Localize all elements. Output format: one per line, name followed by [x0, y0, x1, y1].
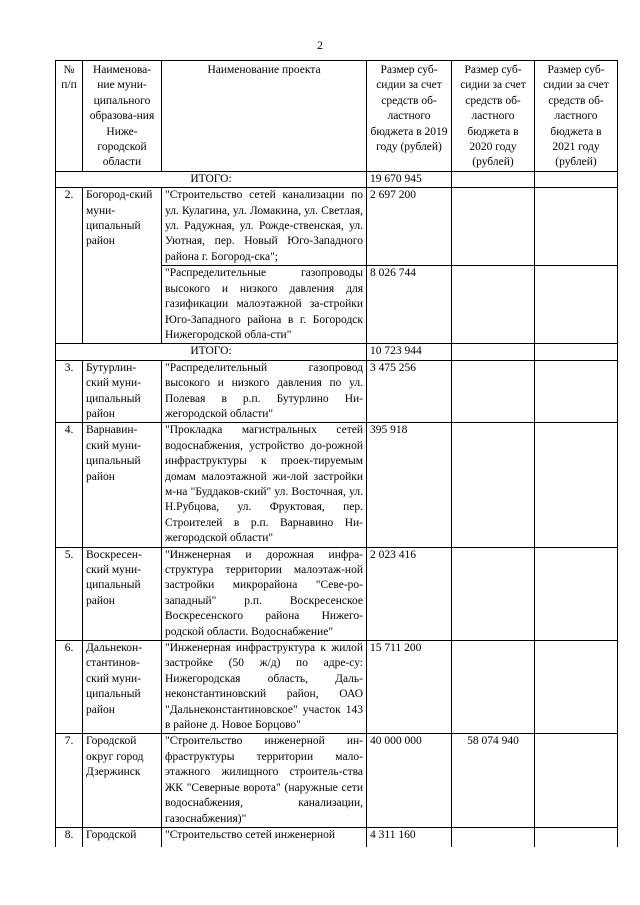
row-project: "Строительство инженерной ин-фраструктуры территории мало-этажного жилищного строитель-ства ЖК "Северные ворота" (наружные сети водоснабжения, канализации, газоснабжения)" — [162, 734, 367, 827]
row-project: "Строительство сетей инженерной — [162, 827, 367, 847]
row-subsidy-2020 — [452, 360, 535, 423]
header-project: Наименование проекта — [162, 61, 367, 172]
total-2019: 19 670 945 — [367, 171, 452, 187]
row-subsidy-2019: 4 311 160 — [367, 827, 452, 847]
row-project: "Инженерная и дорожная инфра-структура территории малоэтаж-ной застройки микрорайона "Севе-ро-западный" р.п. Воскресенское Воскресенского района Нижего-родской области. Водоснабжение" — [162, 547, 367, 640]
row-subsidy-2020 — [452, 827, 535, 847]
row-municipality: Богород-ский муни-ципальный район — [83, 188, 162, 344]
table-row — [56, 641, 618, 734]
total-2021 — [535, 344, 618, 360]
row-num: 8. — [56, 827, 83, 847]
row-municipality: Городской — [83, 827, 162, 847]
row-subsidy-2019: 40 000 000 — [367, 734, 452, 827]
row-project: "Строительство сетей канализации по ул. Кулагина, ул. Ломакина, ул. Светлая, ул. Радужная, ул. Рожде-ственская, ул. Уютная, пер. Новый Юго-Западного района г. Богород-ска"; — [162, 188, 367, 266]
total-2021 — [535, 171, 618, 187]
row-subsidy-2020 — [452, 641, 535, 734]
header-subsidy-2021: Размер суб-сидии за счет средств об-ластного бюджета в 2021 году (рублей) — [535, 61, 618, 172]
row-num: 7. — [56, 734, 83, 827]
row-project: "Инженерная инфраструктура к жилой застройке (50 ж/д) по адре-су: Нижегородская область, Даль-неконстантиновский район, ОАО "Дальнеконстантиновское" участок 143 в районе д. Новое Борцово" — [162, 641, 367, 734]
row-num: 5. — [56, 547, 83, 640]
row-num: 3. — [56, 360, 83, 423]
row-num: 6. — [56, 641, 83, 734]
subsidy-table — [55, 60, 618, 847]
row-subsidy-2019: 8 026 744 — [367, 266, 452, 344]
row-num: 4. — [56, 423, 83, 547]
row-project: "Распределительные газопроводы высокого и низкого давления для газификации малоэтажной за-стройки Юго-Западного района в г. Богородск Нижегородской обла-сти" — [162, 266, 367, 344]
row-subsidy-2021 — [535, 641, 618, 734]
row-subsidy-2019: 2 023 416 — [367, 547, 452, 640]
row-subsidy-2021 — [535, 423, 618, 547]
row-subsidy-2021 — [535, 827, 618, 847]
row-subsidy-2019: 2 697 200 — [367, 188, 452, 266]
row-municipality: Бутурлин-ский муни-ципальный район — [83, 360, 162, 423]
row-municipality: Варнавин-ский муни-ципальный район — [83, 423, 162, 547]
row-subsidy-2020: 58 074 940 — [452, 734, 535, 827]
row-subsidy-2021 — [535, 188, 618, 266]
page-number: 2 — [317, 38, 323, 52]
table-header-row — [56, 61, 618, 172]
header-num: № п/п — [56, 61, 83, 172]
table-row — [56, 423, 618, 547]
header-municipality: Наименова-ние муни-ципального образова-ния Ниже-городской области — [83, 61, 162, 172]
row-municipality: Дальнекон-стантинов-ский муни-ципальный район — [83, 641, 162, 734]
header-subsidy-2020: Размер суб-сидии за счет средств об-ластного бюджета в 2020 году (рублей) — [452, 61, 535, 172]
total-2020 — [452, 171, 535, 187]
table-row — [56, 734, 618, 827]
row-num: 2. — [56, 188, 83, 344]
row-subsidy-2021 — [535, 547, 618, 640]
row-subsidy-2019: 15 711 200 — [367, 641, 452, 734]
table-row — [56, 547, 618, 640]
row-subsidy-2021 — [535, 266, 618, 344]
table-row — [56, 827, 618, 847]
header-subsidy-2019: Размер суб-сидии за счет средств об-ластного бюджета в 2019 году (рублей) — [367, 61, 452, 172]
row-project: "Распределительный газопровод высокого и низкого давления по ул. Полевая в р.п. Бутурлино Ни-жегородской области" — [162, 360, 367, 423]
row-subsidy-2021 — [535, 734, 618, 827]
row-project: "Прокладка магистральных сетей водоснабжения, устройство до-рожной инфраструктуры к проек-тируемым домам малоэтажной жи-лой застройки м-на "Буддаков-ский" ул. Восточная, ул. Н.Рубцова, ул. Фруктовая, пер. Строителей в р.п. Варнавино Ни-жегородской области" — [162, 423, 367, 547]
row-municipality: Городской округ город Дзержинск — [83, 734, 162, 827]
row-subsidy-2019: 395 918 — [367, 423, 452, 547]
row-subsidy-2020 — [452, 547, 535, 640]
row-subsidy-2020 — [452, 266, 535, 344]
row-municipality: Воскресен-ский муни-ципальный район — [83, 547, 162, 640]
row-subsidy-2020 — [452, 423, 535, 547]
table-row-total — [56, 171, 618, 187]
table-row-total — [56, 344, 618, 360]
row-subsidy-2021 — [535, 360, 618, 423]
row-subsidy-2020 — [452, 188, 535, 266]
table-row — [56, 360, 618, 423]
row-subsidy-2019: 3 475 256 — [367, 360, 452, 423]
total-label: ИТОГО: — [56, 344, 367, 360]
table-row — [56, 188, 618, 266]
total-label: ИТОГО: — [56, 171, 367, 187]
total-2019: 10 723 944 — [367, 344, 452, 360]
total-2020 — [452, 344, 535, 360]
